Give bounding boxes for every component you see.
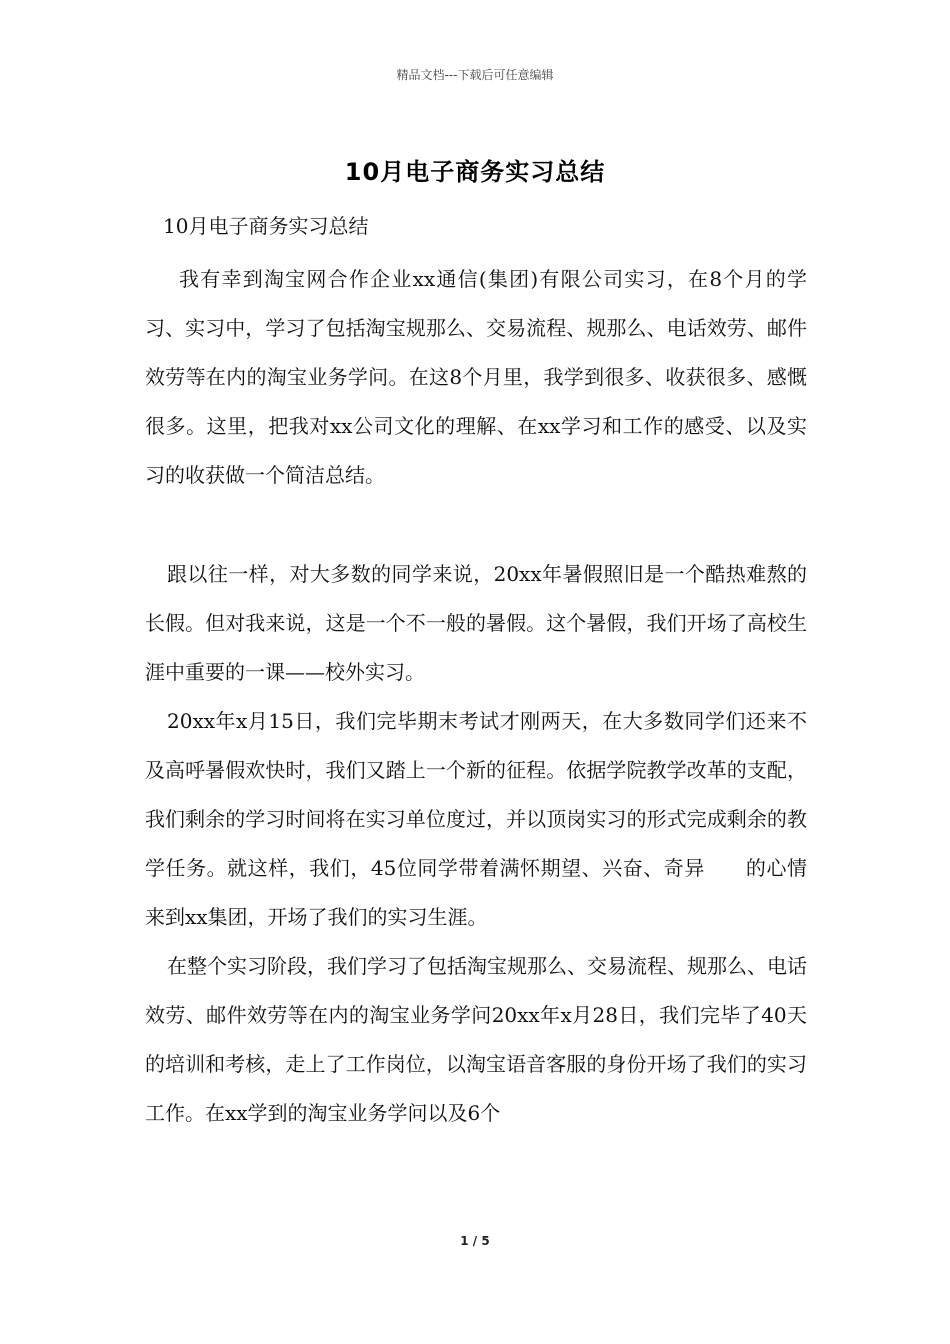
document-body bbox=[145, 202, 807, 1138]
paragraph-intro: 我有幸到淘宝网合作企业xx通信(集团)有限公司实习，在8个月的学习、实习中，学习了包括淘宝规那么、交易流程、规那么、电话效劳、邮件效劳等在内的淘宝业务学问。在这8个月里，我学到很多、收获很多、感慨很多。这里，把我对xx公司文化的理解、在xx学习和工作的感受、以及实习的收获做一个简洁总结。 bbox=[145, 267, 807, 487]
paragraph-start-date: 20xx年x月15日，我们完毕期末考试才刚两天，在大多数同学们还来不及高呼暑假欢快时，我们又踏上一个新的征程。依据学院教学改革的支配，我们剩余的学习时间将在实习单位度过，并以顶岗实习的形式完成剩余的教学任务。就这样，我们，45位同学带着满怀期望、兴奋、奇异 的心情来到xx集团，开场了我们的实习生涯。 bbox=[145, 709, 807, 929]
document-subtitle: 10月电子商务实习总结 bbox=[163, 214, 369, 238]
document-title: 10月电子商务实习总结 bbox=[344, 158, 606, 186]
paragraph-training: 在整个实习阶段，我们学习了包括淘宝规那么、交易流程、规那么、电话效劳、邮件效劳等在内的淘宝业务学问20xx年x月28日，我们完毕了40天的培训和考核，走上了工作岗位，以淘宝语音客服的身份开场了我们的实习工作。在xx学到的淘宝业务学问以及6个 bbox=[145, 954, 807, 1125]
header-note: 精品文档---下载后可任意编辑 bbox=[396, 68, 554, 82]
page-number: 1 / 5 bbox=[460, 1234, 490, 1248]
paragraph-spacer bbox=[145, 500, 807, 550]
paragraph-summer: 跟以往一样，对大多数的同学来说，20xx年暑假照旧是一个酷热难熬的长假。但对我来说，这是一个不一般的暑假。这个暑假，我们开场了高校生涯中重要的一课——校外实习。 bbox=[145, 562, 807, 684]
